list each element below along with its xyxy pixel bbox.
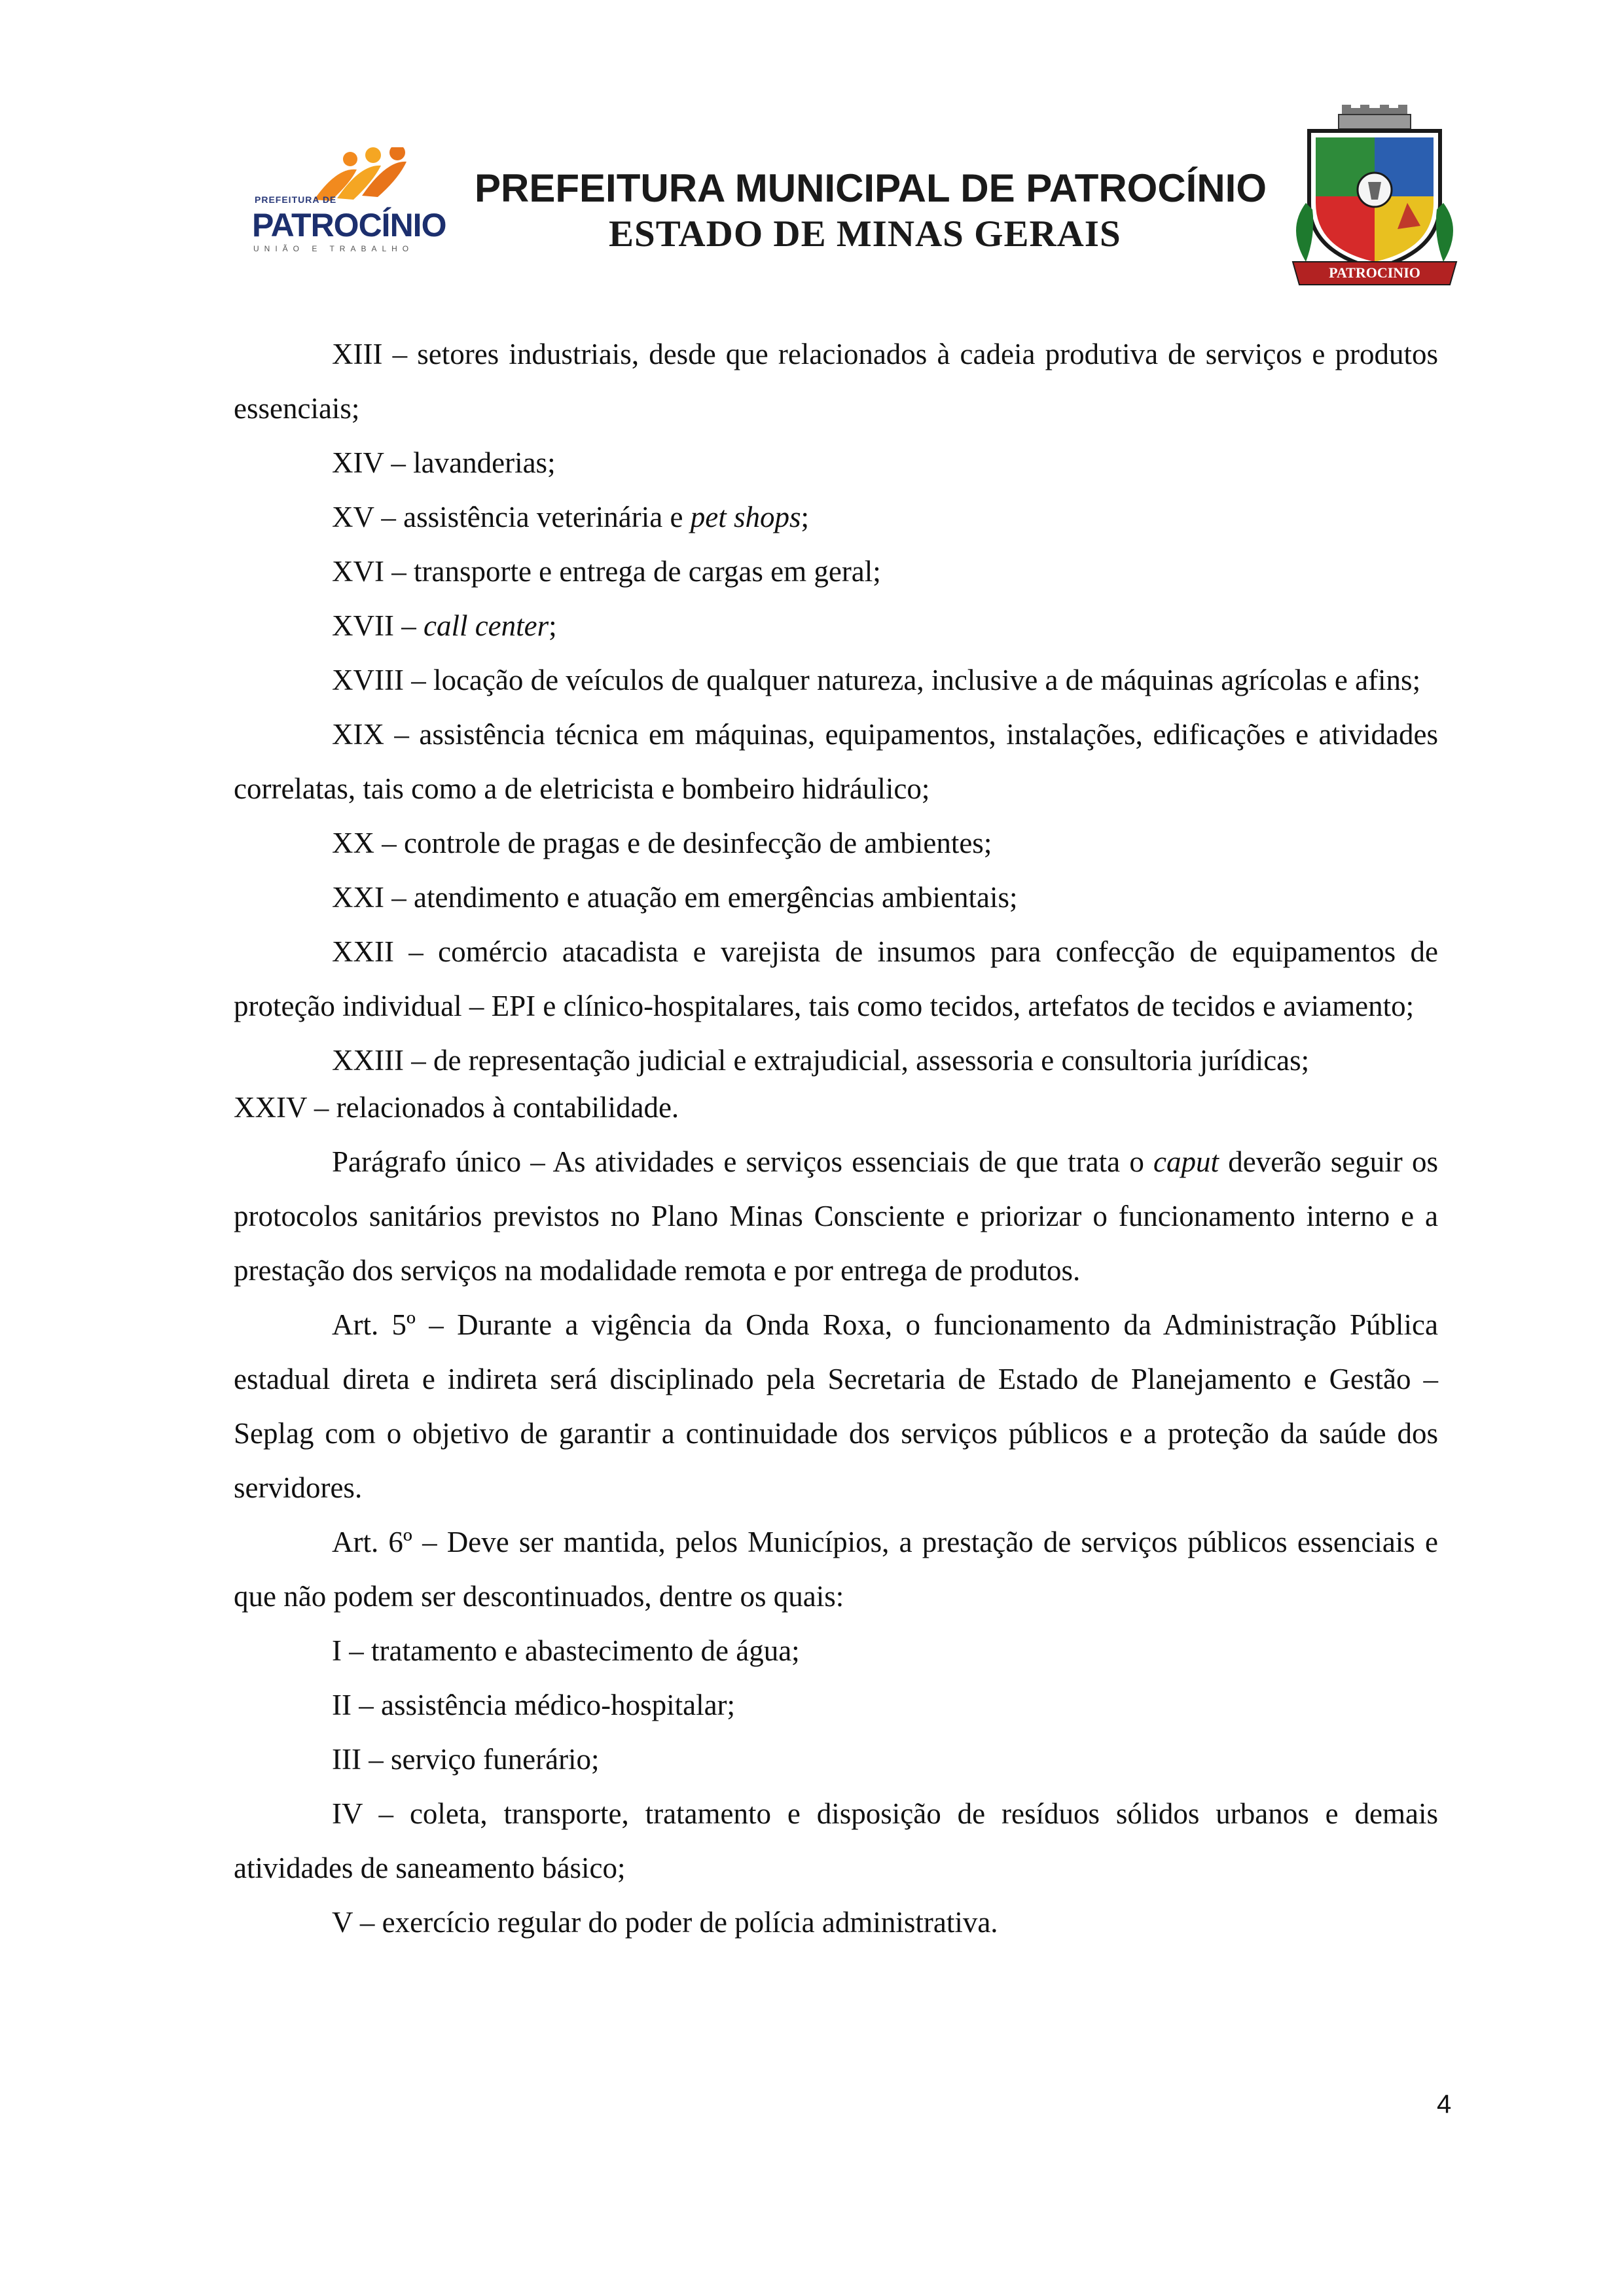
item-xx: XX – controle de pragas e de desinfecção de ambientes; (332, 827, 992, 859)
item-xiv: XIV – lavanderias; (332, 446, 556, 479)
item-xvii (234, 599, 1438, 653)
item-xxiv: XXIV – relacionados à contabilidade. (234, 1091, 679, 1124)
prefeitura-logo (252, 147, 446, 259)
art-6-item-iii: III – serviço funerário; (332, 1743, 600, 1776)
municipal-crest (1280, 105, 1470, 288)
page-number: 4 (1437, 2090, 1452, 2119)
header-subtitle: ESTADO DE MINAS GERAIS (609, 213, 1121, 255)
paragrafo-unico-end: deverão seguir os protocolos sanitários previstos no Plano Minas Consciente e priorizar o funcionamento interno e a prestação dos serviços na modalidade remota e por entrega de produtos. (234, 1145, 1439, 1287)
item-xvii-end: ; (549, 609, 557, 642)
item-xv (234, 490, 1438, 545)
paragrafo-unico-italic: caput (1153, 1145, 1219, 1178)
header-title: PREFEITURA MUNICIPAL DE PATROCÍNIO (475, 166, 1267, 210)
art-6-item-v: V – exercício regular do poder de polícia administrativa. (332, 1906, 998, 1939)
art-5: Art. 5º – Durante a vigência da Onda Roxa, o funcionamento da Administração Pública estadual direta e indireta será disciplinado pela Secretaria de Estado de Planejamento e Gestão – Seplag com o objetivo de garantir a continuidade dos serviços públicos e a proteção da saúde dos servidores. (234, 1308, 1438, 1504)
item-xviii: XVIII – locação de veículos de qualquer natureza, inclusive a de máquinas agrícolas e afins; (332, 664, 1421, 696)
item-xv-end: ; (801, 501, 809, 533)
item-xxi: XXI – atendimento e atuação em emergências ambientais; (332, 881, 1018, 914)
item-xv-text: XV – assistência veterinária e (332, 501, 691, 533)
item-xv-italic: pet shops (690, 501, 801, 533)
item-xvi: XVI – transporte e entrega de cargas em geral; (332, 555, 881, 588)
crest-banner-text: PATROCINIO (1329, 264, 1420, 281)
coat-of-arms-icon (1280, 105, 1470, 288)
item-xix: XIX – assistência técnica em máquinas, equipamentos, instalações, edificações e atividades correlatas, tais como a de eletricista e bombeiro hidráulico; (234, 718, 1438, 805)
item-xxiii: XXIII – de representação judicial e extrajudicial, assessoria e consultoria jurídicas; (332, 1044, 1310, 1077)
art-6-item-iv: IV – coleta, transporte, tratamento e disposição de resíduos sólidos urbanos e demais atividades de saneamento básico; (234, 1797, 1438, 1884)
item-xvii-italic: call center (423, 609, 549, 642)
item-xxii: XXII – comércio atacadista e varejista de insumos para confecção de equipamentos de proteção individual – EPI e clínico-hospitalares, tais como tecidos, artefatos de tecidos e aviamento; (234, 935, 1438, 1022)
logo-small-text: PREFEITURA DE (255, 194, 337, 205)
document-body (234, 327, 1438, 1950)
art-6: Art. 6º – Deve ser mantida, pelos Municípios, a prestação de serviços públicos essenciais e que não podem ser descontinuados, dentre os quais: (234, 1526, 1438, 1613)
item-xvii-text: XVII – (332, 609, 424, 642)
paragrafo-unico-text: Parágrafo único – As atividades e serviços essenciais de que trata o (332, 1145, 1154, 1178)
item-xiii: XIII – setores industriais, desde que relacionados à cadeia produtiva de serviços e produtos essenciais; (234, 338, 1438, 425)
art-6-item-i: I – tratamento e abastecimento de água; (332, 1634, 800, 1667)
logo-name: PATROCÍNIO (252, 207, 446, 243)
art-6-item-ii: II – assistência médico-hospitalar; (332, 1689, 736, 1721)
page-header (0, 0, 1624, 308)
logo-tagline: UNIÃO E TRABALHO (253, 244, 414, 253)
paragrafo-unico (234, 1135, 1438, 1298)
